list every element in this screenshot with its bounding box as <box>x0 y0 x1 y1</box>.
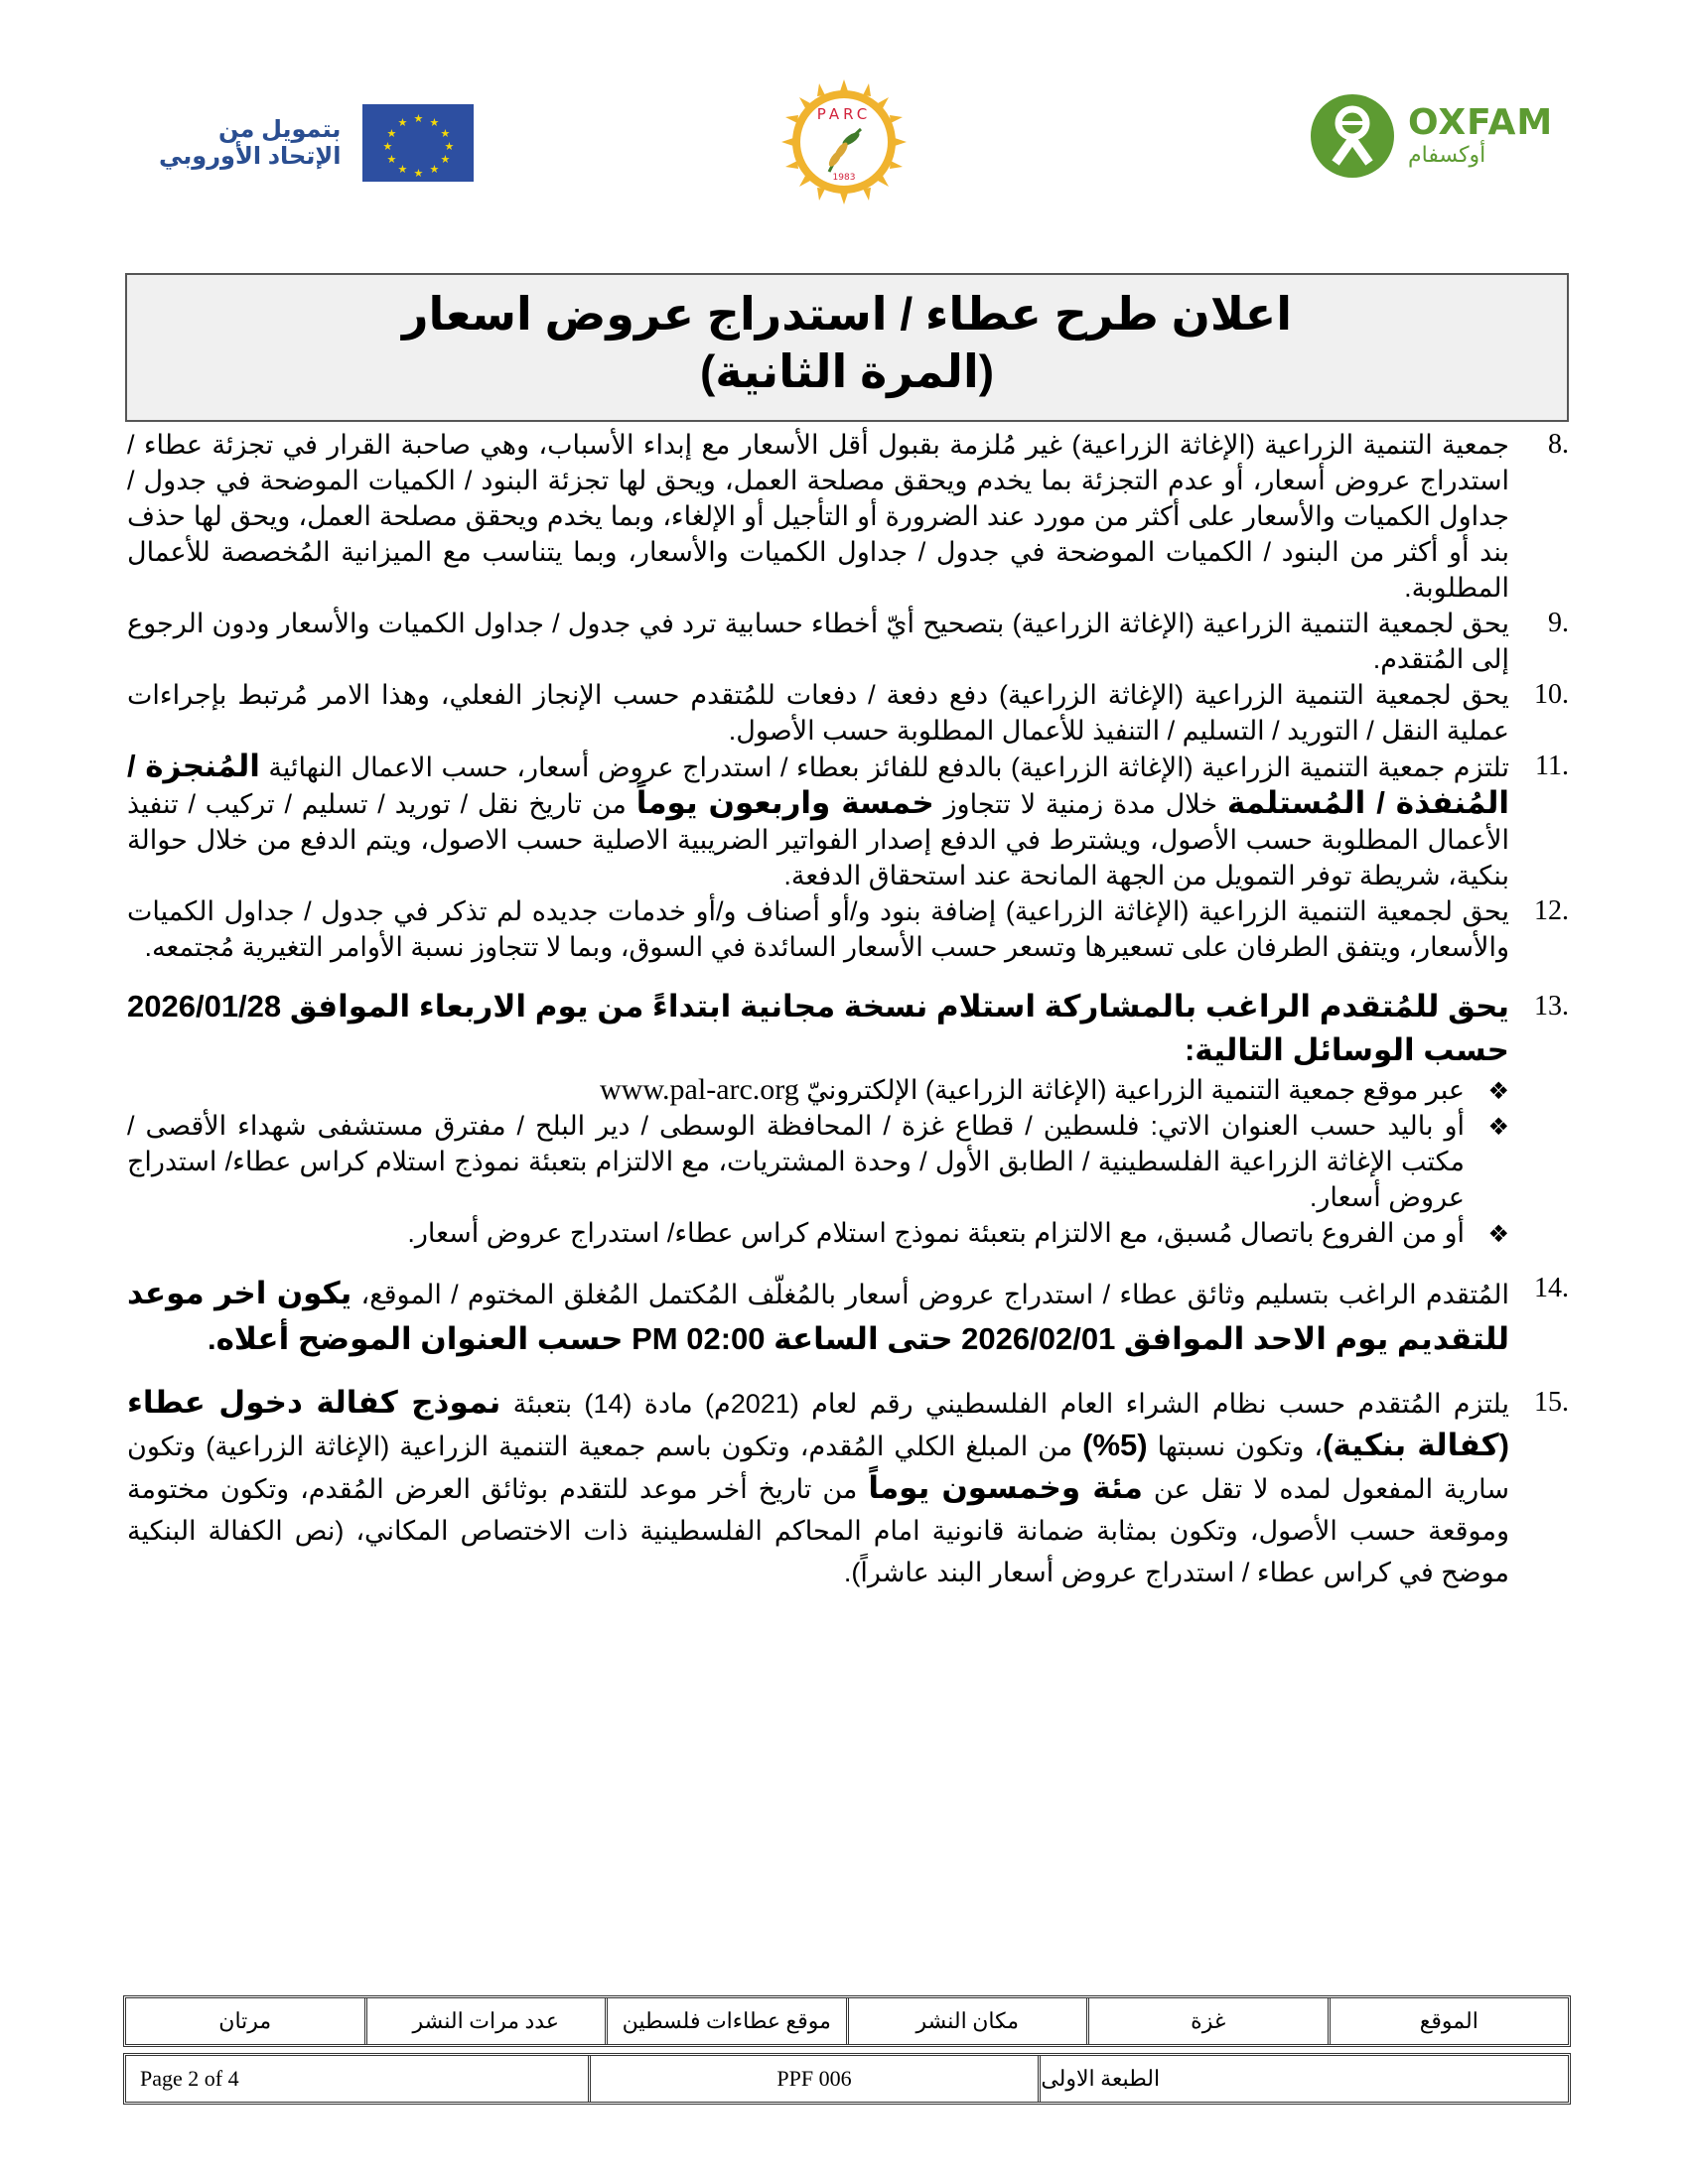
footer-value-publish-place: موقع عطاءات فلسطين <box>605 1998 846 2044</box>
term-number: 15. <box>1534 1387 1569 1418</box>
page-subtitle: (المرة الثانية) <box>699 345 995 397</box>
term-number: 11. <box>1535 751 1569 781</box>
term-text: يلتزم المُتقدم حسب نظام الشراء العام الفلسطيني رقم لعام (2021م) مادة (14) بتعبئة <box>500 1389 1509 1419</box>
term-number: 14. <box>1534 1273 1569 1303</box>
announcement-title-box <box>125 273 1569 422</box>
footer-label-publish-count: عدد مرات النشر <box>364 1998 606 2044</box>
method-website <box>127 1072 1509 1108</box>
term-item-8 <box>127 427 1569 606</box>
term-text: خلال مدة زمنية لا تتجاوز <box>933 789 1227 819</box>
term-item-11 <box>127 749 1569 893</box>
oxfam-logo <box>1311 94 1553 178</box>
term-emphasis: خمسة واربعون يوماً <box>635 785 934 820</box>
term-item-10 <box>127 677 1569 749</box>
footer-edition: الطبعة الاولى <box>1038 2056 1568 2102</box>
diamond-bullet-icon: ❖ <box>1487 1221 1509 1248</box>
term-text: جمعية التنمية الزراعية (الإغاثة الزراعية) غير مُلزمة بقبول أقل الأسعار مع إبداء الأسباب، وهي صاحبة القرار في تجزئة عطاء / استدراج عروض أسعار، أو عدم التجزئة بما يخدم ويحقق مصلحة العمل، ويحق لها تجزئة البنود / الكميات الموضحة في جدول / جداول الكميات والأسعار على أكثر من مورد عند الضرورة أو التأجيل أو الإلغاء، وبما يخدم ويحقق مصلحة العمل، ويحق لها حذف بند أو أكثر من البنود / الكميات الموضحة في جدول / جداول الكميات والأسعار، وبما يتناسب مع الميزانية المُخصصة للأعمال المطلوبة. <box>127 430 1509 603</box>
term-number: 8. <box>1548 429 1569 460</box>
svg-text:1983: 1983 <box>832 173 856 183</box>
diamond-bullet-icon: ❖ <box>1487 1078 1509 1105</box>
svg-text:PARC: PARC <box>816 105 872 123</box>
publication-info-table <box>123 1995 1571 2047</box>
term-text: يحق لجمعية التنمية الزراعية (الإغاثة الزراعية) إضافة بنود و/أو أصناف و/أو خدمات جديده لم تذكر في جدول / جداول الكميات والأسعار، ويتفق الطرفان على تسعيرها وتسعر حسب الأسعار السائدة في السوق، وبما لا تتجاوز نسبة الأوامر التغيرية مُجتمعه. <box>127 896 1509 962</box>
parc-logo <box>779 77 909 206</box>
term-number: 10. <box>1534 679 1569 710</box>
document-info-table <box>123 2053 1571 2105</box>
term-emphasis: مئة وخمسون يوماً <box>868 1470 1143 1505</box>
term-text: يحق لجمعية التنمية الزراعية (الإغاثة الزراعية) دفع دفعة / دفعات للمُتقدم حسب الإنجاز الفعلي، وهذا الامر مُرتبط بإجراءات عملية النقل / التوريد / التسليم / التنفيذ للأعمال المطلوبة حسب الأصول. <box>127 680 1509 746</box>
oxfam-arabic-wordmark: أوكسفام <box>1408 142 1486 167</box>
method-text: أو باليد حسب العنوان الاتي: فلسطين / قطاع غزة / المحافظة الوسطى / دير البلح / مفترق مستشفى شهداء الأقصى / مكتب الإغاثة الزراعية الفلسطينية / الطابق الأول / وحدة المشتريات، مع الالتزام بتعبئة نموذج استلام كراس عطاء/ استدراج عروض أسعار. <box>127 1111 1465 1212</box>
method-by-hand <box>127 1108 1509 1215</box>
term-text: يحق لجمعية التنمية الزراعية (الإغاثة الزراعية) بتصحيح أيّ أخطاء حسابية ترد في جدول / جداول الكميات والأسعار ودون الرجوع إلى المُتقدم. <box>127 609 1509 674</box>
term-emphasis: نموذج كفالة دخول عطاء (كفالة بنكية) <box>127 1385 1509 1462</box>
term-item-13 <box>127 985 1569 1072</box>
website-link[interactable]: www.pal-arc.org <box>600 1073 799 1106</box>
term-item-15 <box>127 1382 1569 1593</box>
term-text: من المبلغ الكلي المُقدم، وتكون باسم جمعية التنمية الزراعية (الإغاثة الزراعية) وتكون سارية المفعول لمده لا تقل عن <box>127 1432 1509 1504</box>
eu-flag-icon: ★ ★ ★ ★ ★ ★ ★ ★ ★ ★ ★ ★ <box>362 104 474 182</box>
method-text: عبر موقع جمعية التنمية الزراعية (الإغاثة الزراعية) الإلكترونيّ <box>806 1075 1465 1105</box>
footer-label-publish-place: مكان النشر <box>846 1998 1087 2044</box>
header-logos <box>0 89 1688 218</box>
deadline-emphasis: يكون اخر موعد للتقديم يوم الاحد الموافق 2026/02/01 حتى الساعة 02:00 PM حسب العنوان الموضح أعلاه. <box>127 1276 1509 1356</box>
term-emphasis: المُنجزة / المُنفذة / المُستلمة <box>127 749 1509 820</box>
term-number: 9. <box>1548 608 1569 638</box>
obtain-methods-list <box>127 1072 1569 1251</box>
term-emphasis: (5%) <box>1082 1428 1148 1462</box>
page-title: اعلان طرح عطاء / استدراج عروض اسعار <box>402 288 1292 340</box>
footer-label-location: الموقع <box>1328 1998 1569 2044</box>
term-item-14 <box>127 1271 1569 1362</box>
term-text: من تاريخ نقل / توريد / تسليم / تركيب / تنفيذ الأعمال المطلوبة حسب الأصول، ويشترط في الدفع إصدار الفواتير الضريبية الاصلية حسب الاصول، ويتم الدفع من خلال حوالة بنكية، شريطة توفر التمويل من الجهة المانحة عند استحقاق الدفعة. <box>127 789 1509 890</box>
footer-value-location: غزة <box>1086 1998 1328 2044</box>
term-text: من تاريخ أخر موعد للتقدم بوثائق العرض المُقدم، وتكون مختومة وموقعة حسب الأصول، وتكون بمثابة ضمانة قانونية امام المحاكم الفلسطينية ذات الاختصاص المكاني، (نص الكفالة البنكية موضح في كراس عطاء / استدراج عروض أسعار البند عاشراً). <box>127 1474 1509 1587</box>
eu-funding-logo <box>159 104 474 182</box>
method-text: أو من الفروع باتصال مُسبق، مع الالتزام بتعبئة نموذج استلام كراس عطاء/ استدراج عروض أسعار. <box>407 1218 1465 1248</box>
parc-sun-icon <box>779 77 909 206</box>
term-number: 12. <box>1534 895 1569 926</box>
oxfam-wordmark: OXFAM <box>1408 102 1554 143</box>
footer-value-publish-count: مرتان <box>218 2008 272 2033</box>
term-item-9 <box>127 606 1569 677</box>
term-number: 13. <box>1534 991 1569 1022</box>
term-text: المُتقدم الراغب بتسليم وثائق عطاء / استدراج عروض أسعار بالمُغلّف المُكتمل المُغلق المختوم / الموقع، <box>352 1280 1509 1309</box>
method-branches <box>127 1215 1509 1251</box>
term-text: ، وتكون نسبتها <box>1147 1432 1324 1461</box>
eu-funding-text: بتمويل من الإتحاد الأوروبي <box>159 116 342 170</box>
term-text: يحق للمُتقدم الراغب بالمشاركة استلام نسخة مجانية ابتداءً من يوم الاربعاء الموافق 2026/01/28 حسب الوسائل التالية: <box>127 989 1509 1067</box>
footer-page-number: Page 2 of 4 <box>139 2066 239 2091</box>
diamond-bullet-icon: ❖ <box>1487 1114 1509 1141</box>
term-text: تلتزم جمعية التنمية الزراعية (الإغاثة الزراعية) بالدفع للفائز بعطاء / استدراج عروض أسعار، حسب الاعمال النهائية <box>259 752 1509 782</box>
footer-form-code: PPF 006 <box>588 2056 1039 2102</box>
oxfam-figure-icon <box>1311 94 1394 178</box>
term-item-12 <box>127 893 1569 965</box>
terms-list <box>127 427 1569 1593</box>
